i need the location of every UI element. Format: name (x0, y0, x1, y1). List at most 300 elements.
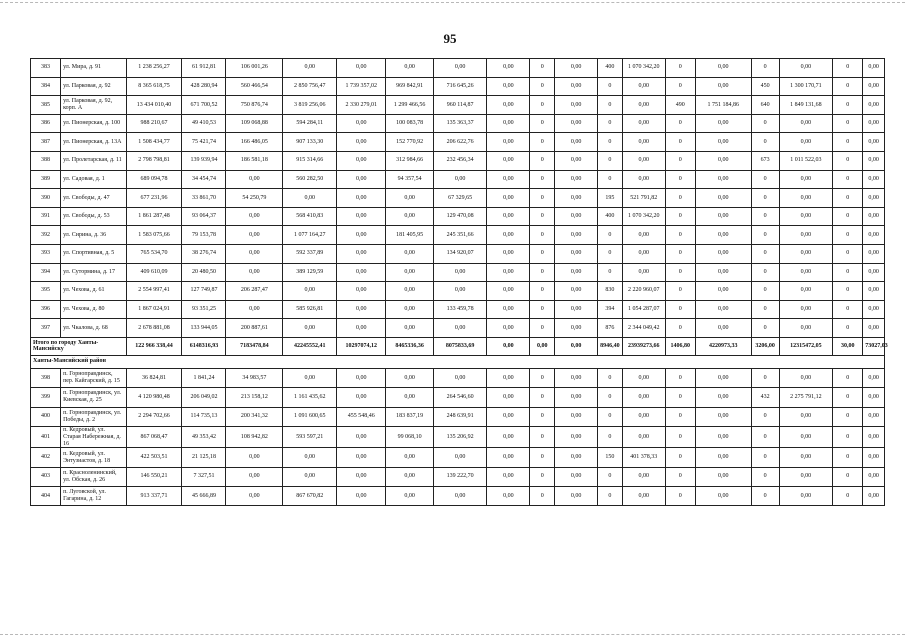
value-cell: 75 421,74 (182, 133, 226, 152)
row-number: 401 (31, 426, 61, 448)
value-cell: 0,00 (283, 448, 337, 467)
address-cell: ул. Сутормина, д. 17 (61, 263, 127, 282)
total-value-cell: 12315472,05 (779, 337, 833, 355)
value-cell: 0 (598, 77, 623, 96)
value-cell: 93 064,37 (182, 207, 226, 226)
value-cell: 521 791,82 (622, 189, 665, 208)
total-value-cell: 122 966 338,44 (126, 337, 182, 355)
value-cell: 0 (530, 96, 555, 115)
value-cell: 0,00 (863, 170, 885, 189)
value-cell: 0,00 (487, 151, 530, 170)
value-cell: 0,00 (283, 59, 337, 78)
value-cell: 0,00 (487, 207, 530, 226)
value-cell: 1 751 184,86 (695, 96, 751, 115)
value-cell: 0,00 (337, 170, 386, 189)
value-cell: 0 (665, 368, 695, 387)
table-row (31, 388, 885, 407)
value-cell: 0,00 (433, 282, 487, 301)
value-cell: 0,00 (433, 59, 487, 78)
value-cell: 422 503,51 (126, 448, 182, 467)
value-cell: 0,00 (779, 407, 833, 426)
value-cell: 0 (833, 114, 863, 133)
value-cell: 0 (833, 170, 863, 189)
total-value-cell: 42245552,41 (283, 337, 337, 355)
value-cell: 49 410,53 (182, 114, 226, 133)
value-cell: 969 842,91 (386, 77, 433, 96)
value-cell: 0,00 (863, 133, 885, 152)
table-row (31, 368, 885, 387)
value-cell: 0,00 (337, 319, 386, 338)
value-cell: 0 (530, 319, 555, 338)
value-cell: 0,00 (555, 407, 598, 426)
value-cell: 0 (665, 300, 695, 319)
value-cell: 0,00 (695, 467, 751, 486)
value-cell: 0 (530, 59, 555, 78)
value-cell: 0,00 (433, 170, 487, 189)
value-cell: 0 (751, 319, 779, 338)
value-cell: 245 351,66 (433, 226, 487, 245)
value-cell: 0 (530, 388, 555, 407)
table-row (31, 407, 885, 426)
value-cell: 0,00 (487, 300, 530, 319)
value-cell: 0 (530, 244, 555, 263)
value-cell: 0 (833, 133, 863, 152)
value-cell: 0,00 (622, 133, 665, 152)
value-cell: 248 639,91 (433, 407, 487, 426)
value-cell: 913 337,71 (126, 487, 182, 506)
value-cell: 20 480,50 (182, 263, 226, 282)
value-cell: 0,00 (487, 189, 530, 208)
value-cell: 0,00 (863, 300, 885, 319)
value-cell: 0,00 (337, 207, 386, 226)
value-cell: 0,00 (283, 368, 337, 387)
value-cell: 139 222,70 (433, 467, 487, 486)
value-cell: 907 133,30 (283, 133, 337, 152)
value-cell: 312 984,66 (386, 151, 433, 170)
value-cell: 0,00 (622, 151, 665, 170)
value-cell: 0,00 (779, 300, 833, 319)
value-cell: 640 (751, 96, 779, 115)
value-cell: 0,00 (487, 426, 530, 448)
table-row (31, 426, 885, 448)
total-value-cell: 8946,40 (598, 337, 623, 355)
address-cell: п. Красноленинский, ул. Обская, д. 26 (61, 467, 127, 486)
value-cell: 867 670,82 (283, 487, 337, 506)
value-cell: 0,00 (779, 189, 833, 208)
value-cell: 0,00 (487, 170, 530, 189)
value-cell: 200 341,32 (226, 407, 283, 426)
value-cell: 0 (598, 170, 623, 189)
value-cell: 1 299 466,56 (386, 96, 433, 115)
value-cell: 0,00 (555, 487, 598, 506)
row-number: 397 (31, 319, 61, 338)
value-cell: 0,00 (555, 59, 598, 78)
value-cell: 0,00 (386, 300, 433, 319)
section-title: Ханты-Мансийский район (31, 355, 885, 368)
value-cell: 0 (833, 77, 863, 96)
value-cell: 106 001,26 (226, 59, 283, 78)
value-cell: 0 (833, 426, 863, 448)
value-cell: 915 314,66 (283, 151, 337, 170)
value-cell: 0,00 (555, 388, 598, 407)
value-cell: 0 (665, 282, 695, 301)
value-cell: 0,00 (386, 319, 433, 338)
value-cell: 0,00 (779, 448, 833, 467)
value-cell: 200 887,61 (226, 319, 283, 338)
value-cell: 0,00 (487, 244, 530, 263)
table-row (31, 133, 885, 152)
value-cell: 400 (598, 207, 623, 226)
value-cell: 0,00 (337, 133, 386, 152)
value-cell: 264 546,60 (433, 388, 487, 407)
value-cell: 0,00 (622, 170, 665, 189)
value-cell: 0 (598, 114, 623, 133)
value-cell: 0,00 (487, 282, 530, 301)
value-cell: 0,00 (226, 300, 283, 319)
total-value-cell: 3206,00 (751, 337, 779, 355)
value-cell: 0 (530, 426, 555, 448)
value-cell: 0,00 (779, 319, 833, 338)
value-cell: 0 (530, 282, 555, 301)
value-cell: 0,00 (555, 282, 598, 301)
value-cell: 195 (598, 189, 623, 208)
value-cell: 0,00 (386, 59, 433, 78)
value-cell: 1 091 600,65 (283, 407, 337, 426)
value-cell: 2 294 702,66 (126, 407, 182, 426)
address-cell: ул. Свободы, д. 53 (61, 207, 127, 226)
value-cell: 0 (833, 487, 863, 506)
total-value-cell: 6148316,93 (182, 337, 226, 355)
value-cell: 0,00 (695, 77, 751, 96)
value-cell: 0,00 (487, 368, 530, 387)
value-cell: 0,00 (863, 368, 885, 387)
value-cell: 0,00 (337, 388, 386, 407)
value-cell: 94 357,54 (386, 170, 433, 189)
value-cell: 765 534,70 (126, 244, 182, 263)
value-cell: 0,00 (779, 244, 833, 263)
value-cell: 389 129,59 (283, 263, 337, 282)
value-cell: 0,00 (695, 114, 751, 133)
value-cell: 0,00 (622, 263, 665, 282)
value-cell: 34 983,57 (226, 368, 283, 387)
value-cell: 0,00 (555, 319, 598, 338)
value-cell: 127 749,87 (182, 282, 226, 301)
value-cell: 0,00 (386, 487, 433, 506)
value-cell: 0,00 (779, 467, 833, 486)
value-cell: 0,00 (695, 226, 751, 245)
row-number: 400 (31, 407, 61, 426)
value-cell: 0,00 (555, 151, 598, 170)
address-cell: ул. Спортивная, д. 5 (61, 244, 127, 263)
value-cell: 0,00 (863, 96, 885, 115)
value-cell: 2 330 279,01 (337, 96, 386, 115)
value-cell: 3 819 256,06 (283, 96, 337, 115)
value-cell: 0 (751, 226, 779, 245)
value-cell: 0,00 (779, 170, 833, 189)
value-cell: 0,00 (555, 96, 598, 115)
value-cell: 0 (598, 368, 623, 387)
value-cell: 0 (751, 407, 779, 426)
value-cell: 0,00 (863, 388, 885, 407)
address-cell: п. Луговской, ул. Гагарина, д. 12 (61, 487, 127, 506)
repair-register-table (30, 58, 888, 506)
value-cell: 0 (665, 319, 695, 338)
value-cell: 1 070 342,20 (622, 59, 665, 78)
value-cell: 0,00 (779, 263, 833, 282)
table-row (31, 226, 885, 245)
value-cell: 568 410,83 (283, 207, 337, 226)
value-cell: 0,00 (386, 467, 433, 486)
value-cell: 0,00 (695, 244, 751, 263)
value-cell: 0,00 (863, 426, 885, 448)
value-cell: 0 (751, 244, 779, 263)
row-number: 392 (31, 226, 61, 245)
value-cell: 0 (598, 388, 623, 407)
value-cell: 0 (530, 77, 555, 96)
total-value-cell: 8465336,36 (386, 337, 433, 355)
value-cell: 671 700,52 (182, 96, 226, 115)
row-number: 396 (31, 300, 61, 319)
address-cell: ул. Пролетарская, д. 11 (61, 151, 127, 170)
value-cell: 0 (530, 448, 555, 467)
value-cell: 0,00 (555, 77, 598, 96)
value-cell: 1 011 522,03 (779, 151, 833, 170)
value-cell: 0,00 (555, 426, 598, 448)
value-cell: 673 (751, 151, 779, 170)
table-row (31, 77, 885, 96)
value-cell: 0 (833, 282, 863, 301)
value-cell: 133 944,05 (182, 319, 226, 338)
value-cell: 33 861,70 (182, 189, 226, 208)
value-cell: 1 849 131,68 (779, 96, 833, 115)
value-cell: 716 645,26 (433, 77, 487, 96)
value-cell: 0,00 (555, 368, 598, 387)
value-cell: 0 (598, 487, 623, 506)
value-cell: 0 (598, 407, 623, 426)
value-cell: 0,00 (487, 77, 530, 96)
value-cell: 876 (598, 319, 623, 338)
value-cell: 0,00 (695, 263, 751, 282)
value-cell: 133 459,78 (433, 300, 487, 319)
row-number: 394 (31, 263, 61, 282)
value-cell: 0,00 (386, 448, 433, 467)
value-cell: 0,00 (863, 448, 885, 467)
address-cell: п. Горноправдинск, ул. Киевская, д. 25 (61, 388, 127, 407)
value-cell: 0 (751, 59, 779, 78)
value-cell: 45 666,89 (182, 487, 226, 506)
value-cell: 0 (751, 189, 779, 208)
value-cell: 0,00 (337, 263, 386, 282)
value-cell: 0,00 (337, 426, 386, 448)
value-cell: 0 (833, 448, 863, 467)
row-number: 384 (31, 77, 61, 96)
value-cell: 0,00 (386, 207, 433, 226)
value-cell: 0,00 (863, 59, 885, 78)
value-cell: 0 (751, 487, 779, 506)
value-cell: 0,00 (695, 189, 751, 208)
value-cell: 0,00 (487, 448, 530, 467)
value-cell: 0 (751, 300, 779, 319)
total-row (31, 337, 885, 355)
value-cell: 750 876,74 (226, 96, 283, 115)
row-number: 390 (31, 189, 61, 208)
total-value-cell: 0,00 (530, 337, 555, 355)
value-cell: 2 798 798,81 (126, 151, 182, 170)
value-cell: 0,00 (487, 226, 530, 245)
address-cell: ул. Мира, д. 91 (61, 59, 127, 78)
value-cell: 0,00 (555, 300, 598, 319)
value-cell: 79 153,78 (182, 226, 226, 245)
value-cell: 0,00 (283, 319, 337, 338)
row-number: 398 (31, 368, 61, 387)
value-cell: 36 824,81 (126, 368, 182, 387)
row-number: 386 (31, 114, 61, 133)
value-cell: 1 583 075,66 (126, 226, 182, 245)
value-cell: 0 (530, 368, 555, 387)
value-cell: 0 (665, 263, 695, 282)
value-cell: 401 378,33 (622, 448, 665, 467)
value-cell: 0,00 (337, 244, 386, 263)
value-cell: 0,00 (555, 226, 598, 245)
value-cell: 0,00 (226, 226, 283, 245)
value-cell: 0,00 (226, 487, 283, 506)
value-cell: 0 (530, 467, 555, 486)
value-cell: 0,00 (863, 151, 885, 170)
value-cell: 0 (751, 263, 779, 282)
value-cell: 0,00 (863, 263, 885, 282)
value-cell: 0,00 (695, 151, 751, 170)
value-cell: 1 739 357,02 (337, 77, 386, 96)
value-cell: 0 (751, 368, 779, 387)
value-cell: 0,00 (695, 300, 751, 319)
value-cell: 0 (530, 151, 555, 170)
value-cell: 593 597,21 (283, 426, 337, 448)
value-cell: 54 250,79 (226, 189, 283, 208)
address-cell: ул. Пионерская, д. 100 (61, 114, 127, 133)
address-cell: п. Кедровый, ул. Старая Набережная, д. 16 (61, 426, 127, 448)
value-cell: 0,00 (779, 282, 833, 301)
value-cell: 0,00 (863, 487, 885, 506)
value-cell: 0,00 (863, 189, 885, 208)
value-cell: 152 770,92 (386, 133, 433, 152)
value-cell: 2 344 049,42 (622, 319, 665, 338)
value-cell: 0 (665, 407, 695, 426)
value-cell: 0,00 (487, 59, 530, 78)
total-value-cell: 10297074,12 (337, 337, 386, 355)
value-cell: 0,00 (555, 263, 598, 282)
value-cell: 100 083,78 (386, 114, 433, 133)
address-cell: ул. Парковая, д. 92, корп. А (61, 96, 127, 115)
row-number: 402 (31, 448, 61, 467)
total-value-cell: 73027,03 (863, 337, 885, 355)
value-cell: 0,00 (555, 170, 598, 189)
value-cell: 0 (665, 487, 695, 506)
total-value-cell: 0,00 (487, 337, 530, 355)
value-cell: 232 456,34 (433, 151, 487, 170)
value-cell: 0,00 (226, 467, 283, 486)
value-cell: 0,00 (622, 467, 665, 486)
value-cell: 0,00 (779, 207, 833, 226)
value-cell: 0,00 (695, 282, 751, 301)
table-row (31, 207, 885, 226)
value-cell: 0,00 (695, 448, 751, 467)
value-cell: 206 622,76 (433, 133, 487, 152)
value-cell: 2 554 997,41 (126, 282, 182, 301)
value-cell: 677 231,96 (126, 189, 182, 208)
total-value-cell: 7183478,84 (226, 337, 283, 355)
value-cell: 0,00 (283, 282, 337, 301)
value-cell: 0,00 (386, 368, 433, 387)
value-cell: 0 (665, 388, 695, 407)
value-cell: 135 206,92 (433, 426, 487, 448)
value-cell: 1 300 170,71 (779, 77, 833, 96)
table-row (31, 189, 885, 208)
value-cell: 129 470,08 (433, 207, 487, 226)
value-cell: 0,00 (779, 368, 833, 387)
total-value-cell: 23939273,66 (622, 337, 665, 355)
table-row (31, 467, 885, 486)
value-cell: 1 867 024,91 (126, 300, 182, 319)
value-cell: 428 280,94 (182, 77, 226, 96)
value-cell: 0 (751, 170, 779, 189)
value-cell: 0,00 (386, 388, 433, 407)
value-cell: 206 049,02 (182, 388, 226, 407)
address-cell: ул. Садовая, д. 1 (61, 170, 127, 189)
table-row (31, 114, 885, 133)
value-cell: 0 (530, 487, 555, 506)
value-cell: 61 912,81 (182, 59, 226, 78)
value-cell: 1 841,24 (182, 368, 226, 387)
value-cell: 135 363,37 (433, 114, 487, 133)
value-cell: 830 (598, 282, 623, 301)
value-cell: 0,00 (695, 170, 751, 189)
value-cell: 0 (598, 263, 623, 282)
value-cell: 0,00 (622, 407, 665, 426)
value-cell: 0,00 (622, 487, 665, 506)
page-bottom-edge (0, 634, 905, 635)
value-cell: 0,00 (555, 448, 598, 467)
value-cell: 0 (751, 207, 779, 226)
value-cell: 0,00 (487, 96, 530, 115)
value-cell: 0,00 (555, 467, 598, 486)
value-cell: 594 284,11 (283, 114, 337, 133)
value-cell: 0 (833, 151, 863, 170)
value-cell: 0 (751, 282, 779, 301)
value-cell: 0,00 (863, 114, 885, 133)
value-cell: 450 (751, 77, 779, 96)
value-cell: 0,00 (337, 282, 386, 301)
total-value-cell: 4220973,33 (695, 337, 751, 355)
value-cell: 0,00 (226, 170, 283, 189)
value-cell: 0,00 (555, 189, 598, 208)
value-cell: 0,00 (863, 226, 885, 245)
value-cell: 0,00 (622, 226, 665, 245)
value-cell: 560 282,50 (283, 170, 337, 189)
value-cell: 0 (530, 263, 555, 282)
value-cell: 0,00 (386, 244, 433, 263)
value-cell: 186 581,18 (226, 151, 283, 170)
address-cell: ул. Чехова, д. 80 (61, 300, 127, 319)
value-cell: 988 210,67 (126, 114, 182, 133)
value-cell: 689 094,78 (126, 170, 182, 189)
value-cell: 0 (833, 263, 863, 282)
value-cell: 0 (833, 96, 863, 115)
table-row (31, 96, 885, 115)
section-header-row (31, 355, 885, 368)
value-cell: 0 (530, 133, 555, 152)
value-cell: 0,00 (487, 487, 530, 506)
value-cell: 0,00 (433, 448, 487, 467)
